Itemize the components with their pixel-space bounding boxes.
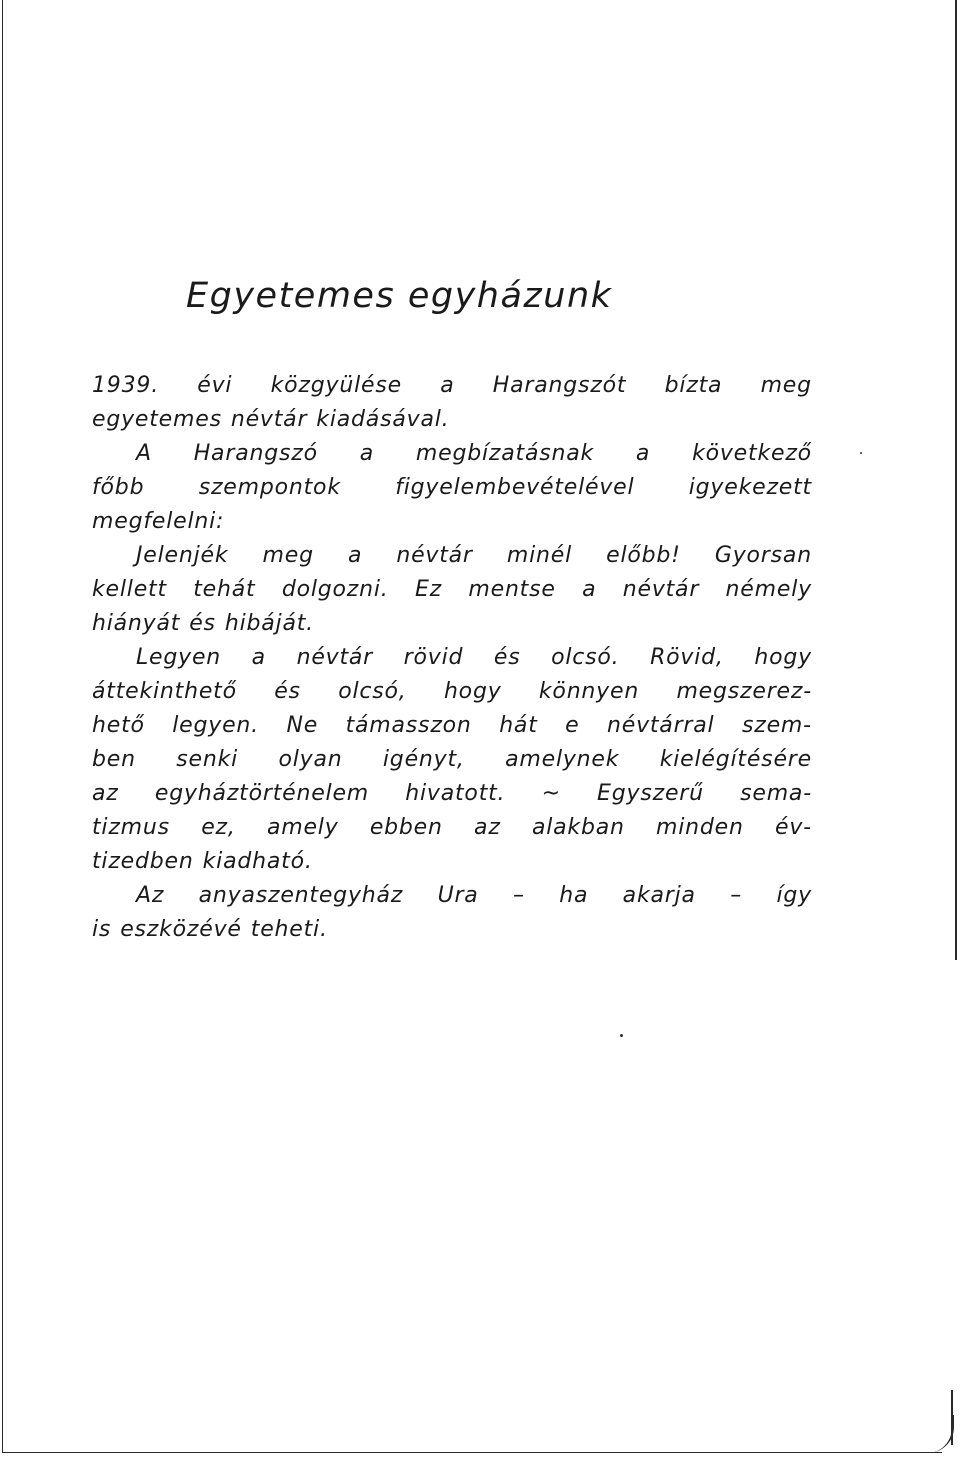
text-line: tizmus ez, amely ebben az alakban minden év- [92, 815, 812, 840]
text-line: Az anyaszentegyház Ura – ha akarja – így [136, 883, 812, 908]
text-line: megfelelni: [92, 509, 225, 534]
text-line: tizedben kiadható. [92, 849, 313, 874]
text-line: A Harangszó a megbízatásnak a következő [136, 441, 812, 466]
text-line: ben senki olyan igényt, amelynek kielégítésére [92, 747, 812, 772]
scan-right-edge [955, 0, 957, 960]
scan-page-corner [928, 1415, 954, 1453]
text-line: kellett tehát dolgozni. Ez mentse a névtár némely [92, 577, 812, 602]
text-line: hiányát és hibáját. [92, 611, 314, 636]
scan-speck [620, 1034, 623, 1037]
text-line: Legyen a névtár rövid és olcsó. Rövid, hogy [136, 645, 812, 670]
text-line: hető legyen. Ne támasszon hát e névtárral szem- [92, 713, 812, 738]
text-line: Jelenjék meg a névtár minél előbb! Gyorsan [136, 543, 812, 568]
text-line: az egyháztörténelem hivatott. ~ Egyszerű sema- [92, 781, 812, 806]
scan-bottom-edge [2, 1452, 942, 1453]
scan-left-edge [2, 0, 3, 1452]
scan-speck [860, 452, 862, 454]
document-body [92, 369, 812, 947]
text-line: főbb szempontok figyelembevételével igyekezett [92, 475, 812, 500]
page-title: Egyetemes egyházunk [186, 276, 613, 316]
text-line: 1939. évi közgyülése a Harangszót bízta meg [92, 373, 812, 398]
text-line: is eszközévé teheti. [92, 917, 328, 942]
text-line: egyetemes névtár kiadásával. [92, 407, 450, 432]
text-line: áttekinthető és olcsó, hogy könnyen megszerez- [92, 679, 812, 704]
